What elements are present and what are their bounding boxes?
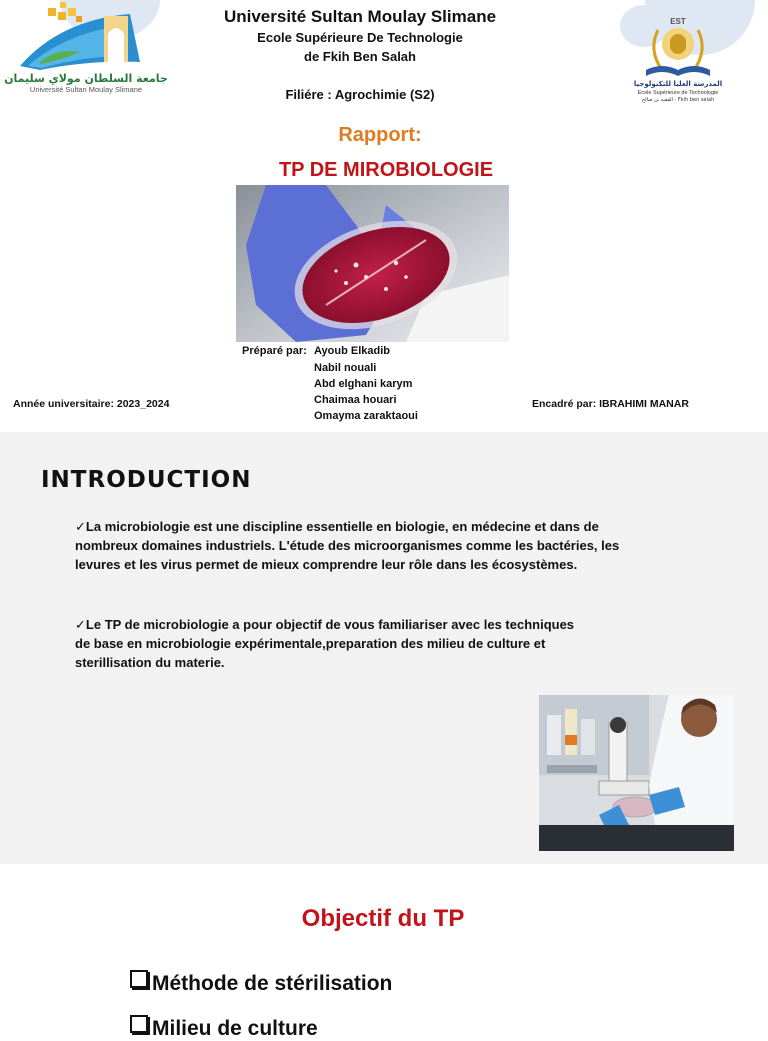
logo-latin-text: Université Sultan Moulay Slimane [29, 85, 143, 94]
university-name: Université Sultan Moulay Slimane [223, 7, 497, 26]
author-name: Omayma zaraktaoui [314, 410, 418, 422]
author-name: Abd elghani karym [314, 378, 413, 390]
logo-sub-text: الفقيه بن صالح - Fkih ben salah [641, 97, 715, 103]
microscope-photo [539, 695, 734, 851]
objectif-bullet-text: Méthode de stérilisation [152, 972, 393, 995]
cover-slide [0, 0, 768, 432]
intro-line: nombreux domaines industriels. L'étude des microorganismes comme les bactéries, les [75, 538, 620, 553]
checkbox-square-icon [130, 1015, 148, 1033]
report-label: Rapport: [338, 124, 422, 146]
academic-year: Année universitaire: 2023_2024 [13, 398, 170, 410]
author-name: Chaimaa houari [314, 394, 397, 406]
objectif-title: Objectif du TP [301, 905, 465, 932]
introduction-slide [0, 432, 768, 864]
objectif-slide [0, 864, 768, 1040]
intro-paragraph-1 [75, 517, 665, 574]
school-name-line2: de Fkih Ben Salah [304, 49, 416, 64]
intro-line: La microbiologie est une discipline essentielle en biologie, en médecine et dans de [85, 519, 599, 534]
logo-latin-text: Ecole Supérieure de Technologie [637, 90, 719, 96]
intro-line: sterillisation du materie. [75, 655, 225, 670]
checkmark-icon: ✓ [75, 617, 86, 632]
checkmark-icon: ✓ [75, 519, 86, 534]
logo-arabic-text: جامعة السلطان مولاي سليمان [4, 72, 168, 85]
petri-dish-photo [236, 185, 509, 342]
school-logo [588, 0, 768, 120]
introduction-title: INTRODUCTION [41, 467, 252, 493]
author-name: Nabil nouali [314, 362, 377, 374]
logo-est-text: EST [670, 17, 686, 26]
checkbox-square-icon [130, 970, 148, 988]
author-name: Ayoub Elkadib [314, 345, 390, 357]
intro-paragraph-2 [75, 615, 665, 672]
school-name-line1: Ecole Supérieure De Technologie [257, 30, 463, 45]
filiere-label: Filiére : Agrochimie (S2) [285, 87, 435, 102]
objectif-bullet [130, 970, 392, 996]
objectif-bullet [130, 1015, 318, 1041]
intro-line: de base en microbiologie expérimentale,preparation des milieu de culture et [75, 636, 546, 651]
objectif-bullet-text: Milieu de culture [152, 1017, 318, 1040]
logo-arabic-text: المدرسة العليا للتكنولوجيا [633, 80, 723, 88]
intro-line: Le TP de microbiologie a pour objectif de vous familiariser avec les techniques [85, 617, 575, 632]
university-logo [0, 0, 170, 100]
report-title: TP DE MIROBIOLOGIE [278, 159, 494, 181]
intro-line: levures et les virus permet de mieux comprendre leur rôle dans les écosystèmes. [75, 557, 578, 572]
prepared-by-label: Préparé par: [242, 345, 307, 357]
supervisor: Encadré par: IBRAHIMI MANAR [532, 398, 689, 410]
